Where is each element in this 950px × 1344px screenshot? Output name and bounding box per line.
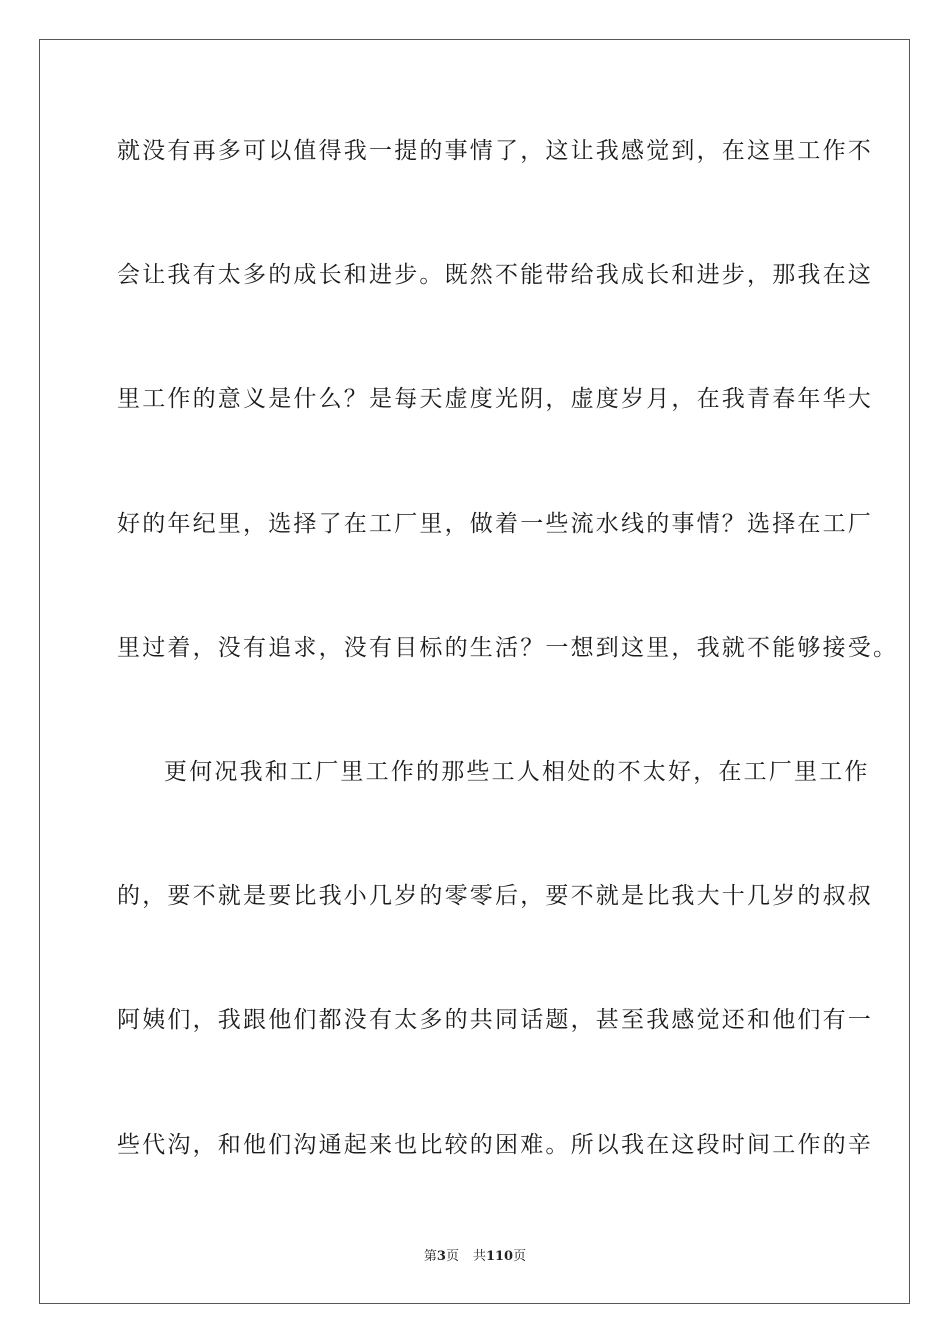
total-pages: 110 [485, 1249, 514, 1264]
text-line-4: 好的年纪里，选择了在工厂里，做着一些流水线的事情？选择在工厂 [117, 511, 873, 537]
text-line-3: 里工作的意义是什么？是每天虚度光阴，虚度岁月，在我青春年华大 [117, 386, 873, 412]
text-line-6-paragraph-start: 更何况我和工厂里工作的那些工人相处的不太好，在工厂里工作 [164, 759, 870, 785]
total-prefix: 共 [472, 1249, 486, 1264]
text-line-5: 里过着，没有追求，没有目标的生活？一想到这里，我就不能够接受。 [117, 635, 899, 661]
text-line-1: 就没有再多可以值得我一提的事情了，这让我感觉到，在这里工作不 [117, 138, 873, 164]
total-suffix: 页 [513, 1249, 527, 1264]
text-line-9: 些代沟，和他们沟通起来也比较的困难。所以我在这段时间工作的辛 [117, 1132, 873, 1158]
page-footer [0, 1248, 950, 1266]
page-number: 3 [436, 1249, 446, 1264]
page-prefix: 第 [423, 1249, 437, 1264]
text-line-7: 的，要不就是要比我小几岁的零零后，要不就是比我大十几岁的叔叔 [117, 883, 873, 909]
page-suffix: 页 [445, 1249, 459, 1264]
text-line-8: 阿姨们，我跟他们都没有太多的共同话题，甚至我感觉还和他们有一 [117, 1007, 873, 1033]
text-line-2: 会让我有太多的成长和进步。既然不能带给我成长和进步，那我在这 [117, 262, 873, 288]
page-frame [39, 39, 910, 1304]
